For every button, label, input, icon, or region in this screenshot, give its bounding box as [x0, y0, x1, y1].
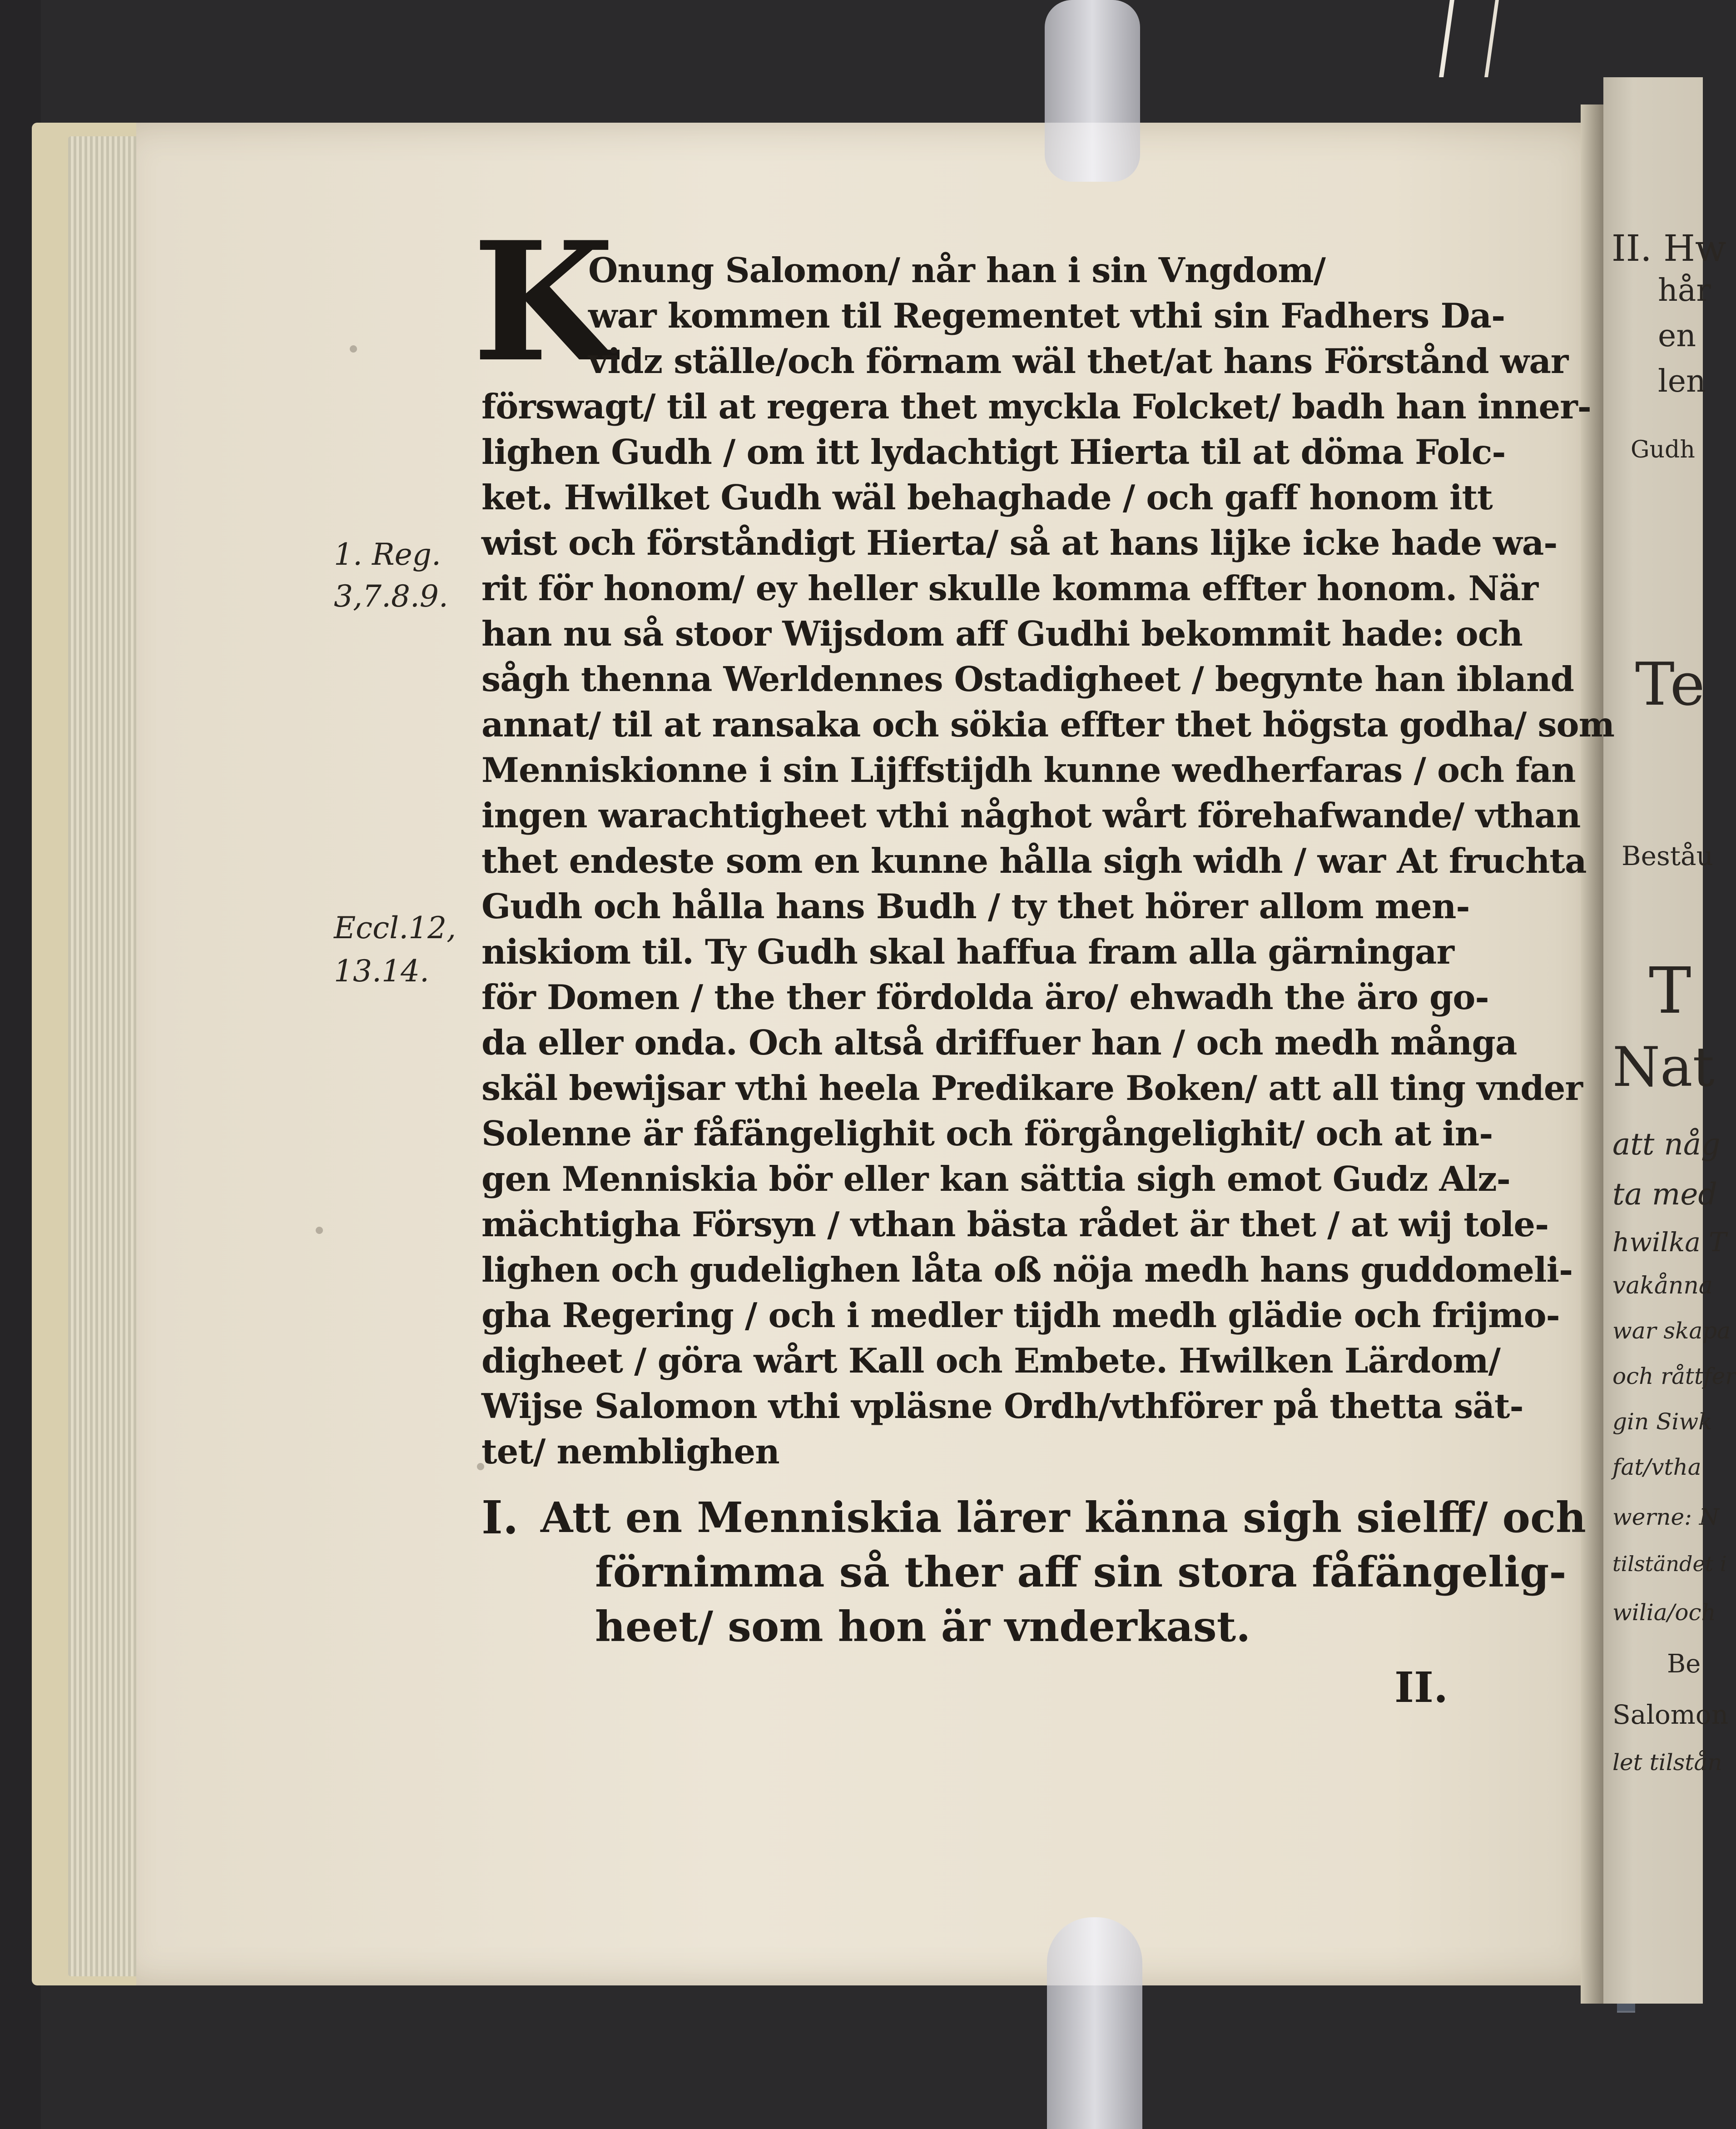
text-line: mächtigha Försyn / vthan bästa rådet är thet / at wij tole- [481, 1204, 1549, 1244]
margin-reference: Eccl.12, [334, 910, 456, 945]
text-line: thet endeste som en kunne hålla sigh widh / war At fruchta [481, 841, 1587, 881]
margin-reference: 3,7.8.9. [334, 579, 448, 614]
section-heading-line: heet/ som hon är vnderkast. [595, 1602, 1251, 1651]
section-heading-line: förnimma så ther aff sin stora fåfängelig- [595, 1547, 1567, 1597]
text-line: tet/ nemblighen [481, 1432, 779, 1472]
fragment-line: Te [1635, 650, 1705, 719]
fragment-line: och råttfer [1612, 1363, 1736, 1389]
fragment-line: II. Hw [1612, 227, 1726, 269]
fragment-line: gin Siwk [1612, 1408, 1712, 1435]
text-line: Gudh och hålla hans Budh / ty thet hörer allom men- [481, 886, 1470, 926]
fragment-line: len [1658, 363, 1706, 399]
fragment-line: Be [1667, 1649, 1701, 1679]
text-line: Wijse Salomon vthi vpläsne Ordh/vthförer på thetta sät- [481, 1386, 1523, 1426]
fragment-line: vakånna [1612, 1272, 1713, 1299]
fragment-line: Beståu [1622, 841, 1713, 871]
text-line: lighen Gudh / om itt lydachtigt Hierta til at döma Folc- [481, 432, 1506, 472]
text-line: annat/ til at ransaka och sökia effter thet högsta godha/ som [481, 705, 1614, 745]
section-numeral: I. [481, 1491, 519, 1544]
fragment-line: Nat [1612, 1036, 1715, 1099]
fragment-line: war skapa [1612, 1318, 1731, 1344]
fragment-line: hwilka T [1612, 1227, 1726, 1258]
text-line: lighen och gudelighen låta oß nöja medh hans guddomeli- [481, 1250, 1573, 1290]
text-line: gen Menniskia bör eller kan sättia sigh emot Gudz Alz- [481, 1159, 1510, 1199]
fragment-line: wilia/och [1612, 1599, 1716, 1626]
fragment-line: werne: N [1612, 1504, 1719, 1530]
text-line: digheet / göra wårt Kall och Embete. Hwilken Lärdom/ [481, 1341, 1500, 1381]
page-clip-top [1045, 0, 1140, 182]
fragment-line: hår [1658, 273, 1711, 308]
page-clip-bottom [1047, 1917, 1142, 2129]
text-line: för Domen / the ther fördolda äro/ ehwadh the äro go- [481, 977, 1489, 1017]
catchword: II. [1394, 1663, 1448, 1712]
facing-page-fragment [1603, 77, 1736, 2004]
text-line: Onung Salomon/ når han i sin Vngdom/ [588, 250, 1326, 290]
fragment-line: let tilstån [1612, 1749, 1722, 1776]
text-line: Menniskionne i sin Lijffstijdh kunne wedherfaras / och fan [481, 750, 1576, 790]
fragment-line: tilständet i [1612, 1552, 1727, 1576]
drop-cap: K [472, 206, 615, 398]
fragment-line: att någ [1612, 1127, 1721, 1162]
margin-reference: 1. Reg. [334, 537, 441, 572]
page-speck [350, 345, 357, 353]
text-line: skäl bewijsar vthi heela Predikare Boken/ att all ting vnder [481, 1068, 1582, 1108]
text-line: vidz ställe/och förnam wäl thet/at hans Förstånd war [588, 341, 1568, 381]
fragment-line: ta med [1612, 1177, 1717, 1212]
text-line: ket. Hwilket Gudh wäl behaghade / och gaff honom itt [481, 478, 1493, 517]
text-line: han nu så stoor Wijsdom aff Gudhi bekommit hade: och [481, 614, 1523, 654]
fragment-line: Salomon [1612, 1699, 1729, 1730]
page-speck [316, 1227, 323, 1234]
text-line: gha Regering / och i medler tijdh medh glädie och frijmo- [481, 1295, 1560, 1335]
fragment-line: fat/vtha [1612, 1454, 1701, 1480]
text-line: Solenne är fåfängelighit och förgångelighit/ och at in- [481, 1114, 1493, 1154]
text-line: ingen warachtigheet vthi någhot wårt förehafwande/ vthan [481, 796, 1581, 836]
fragment-line: T [1649, 954, 1691, 1028]
margin-reference: 13.14. [334, 954, 429, 989]
fragment-line: Gudh [1631, 436, 1695, 463]
text-line: niskiom til. Ty Gudh skal haffua fram alla gärningar [481, 932, 1454, 972]
text-line: sågh thenna Werldennes Ostadigheet / begynte han ibland [481, 659, 1574, 699]
text-line: förswagt/ til at regera thet myckla Folcket/ badh han inner- [481, 387, 1591, 427]
text-line: wist och förståndigt Hierta/ så at hans lijke icke hade wa- [481, 523, 1557, 563]
text-line: war kommen til Regementet vthi sin Fadhers Da- [588, 296, 1505, 336]
text-line: da eller onda. Och altså driffuer han / och medh många [481, 1023, 1517, 1063]
text-line: rit för honom/ ey heller skulle komma effter honom. När [481, 568, 1538, 608]
section-heading-line: Att en Menniskia lärer känna sigh sielff/ och [541, 1493, 1586, 1542]
fragment-line: en [1658, 318, 1696, 354]
binding-thread [1439, 0, 1499, 77]
